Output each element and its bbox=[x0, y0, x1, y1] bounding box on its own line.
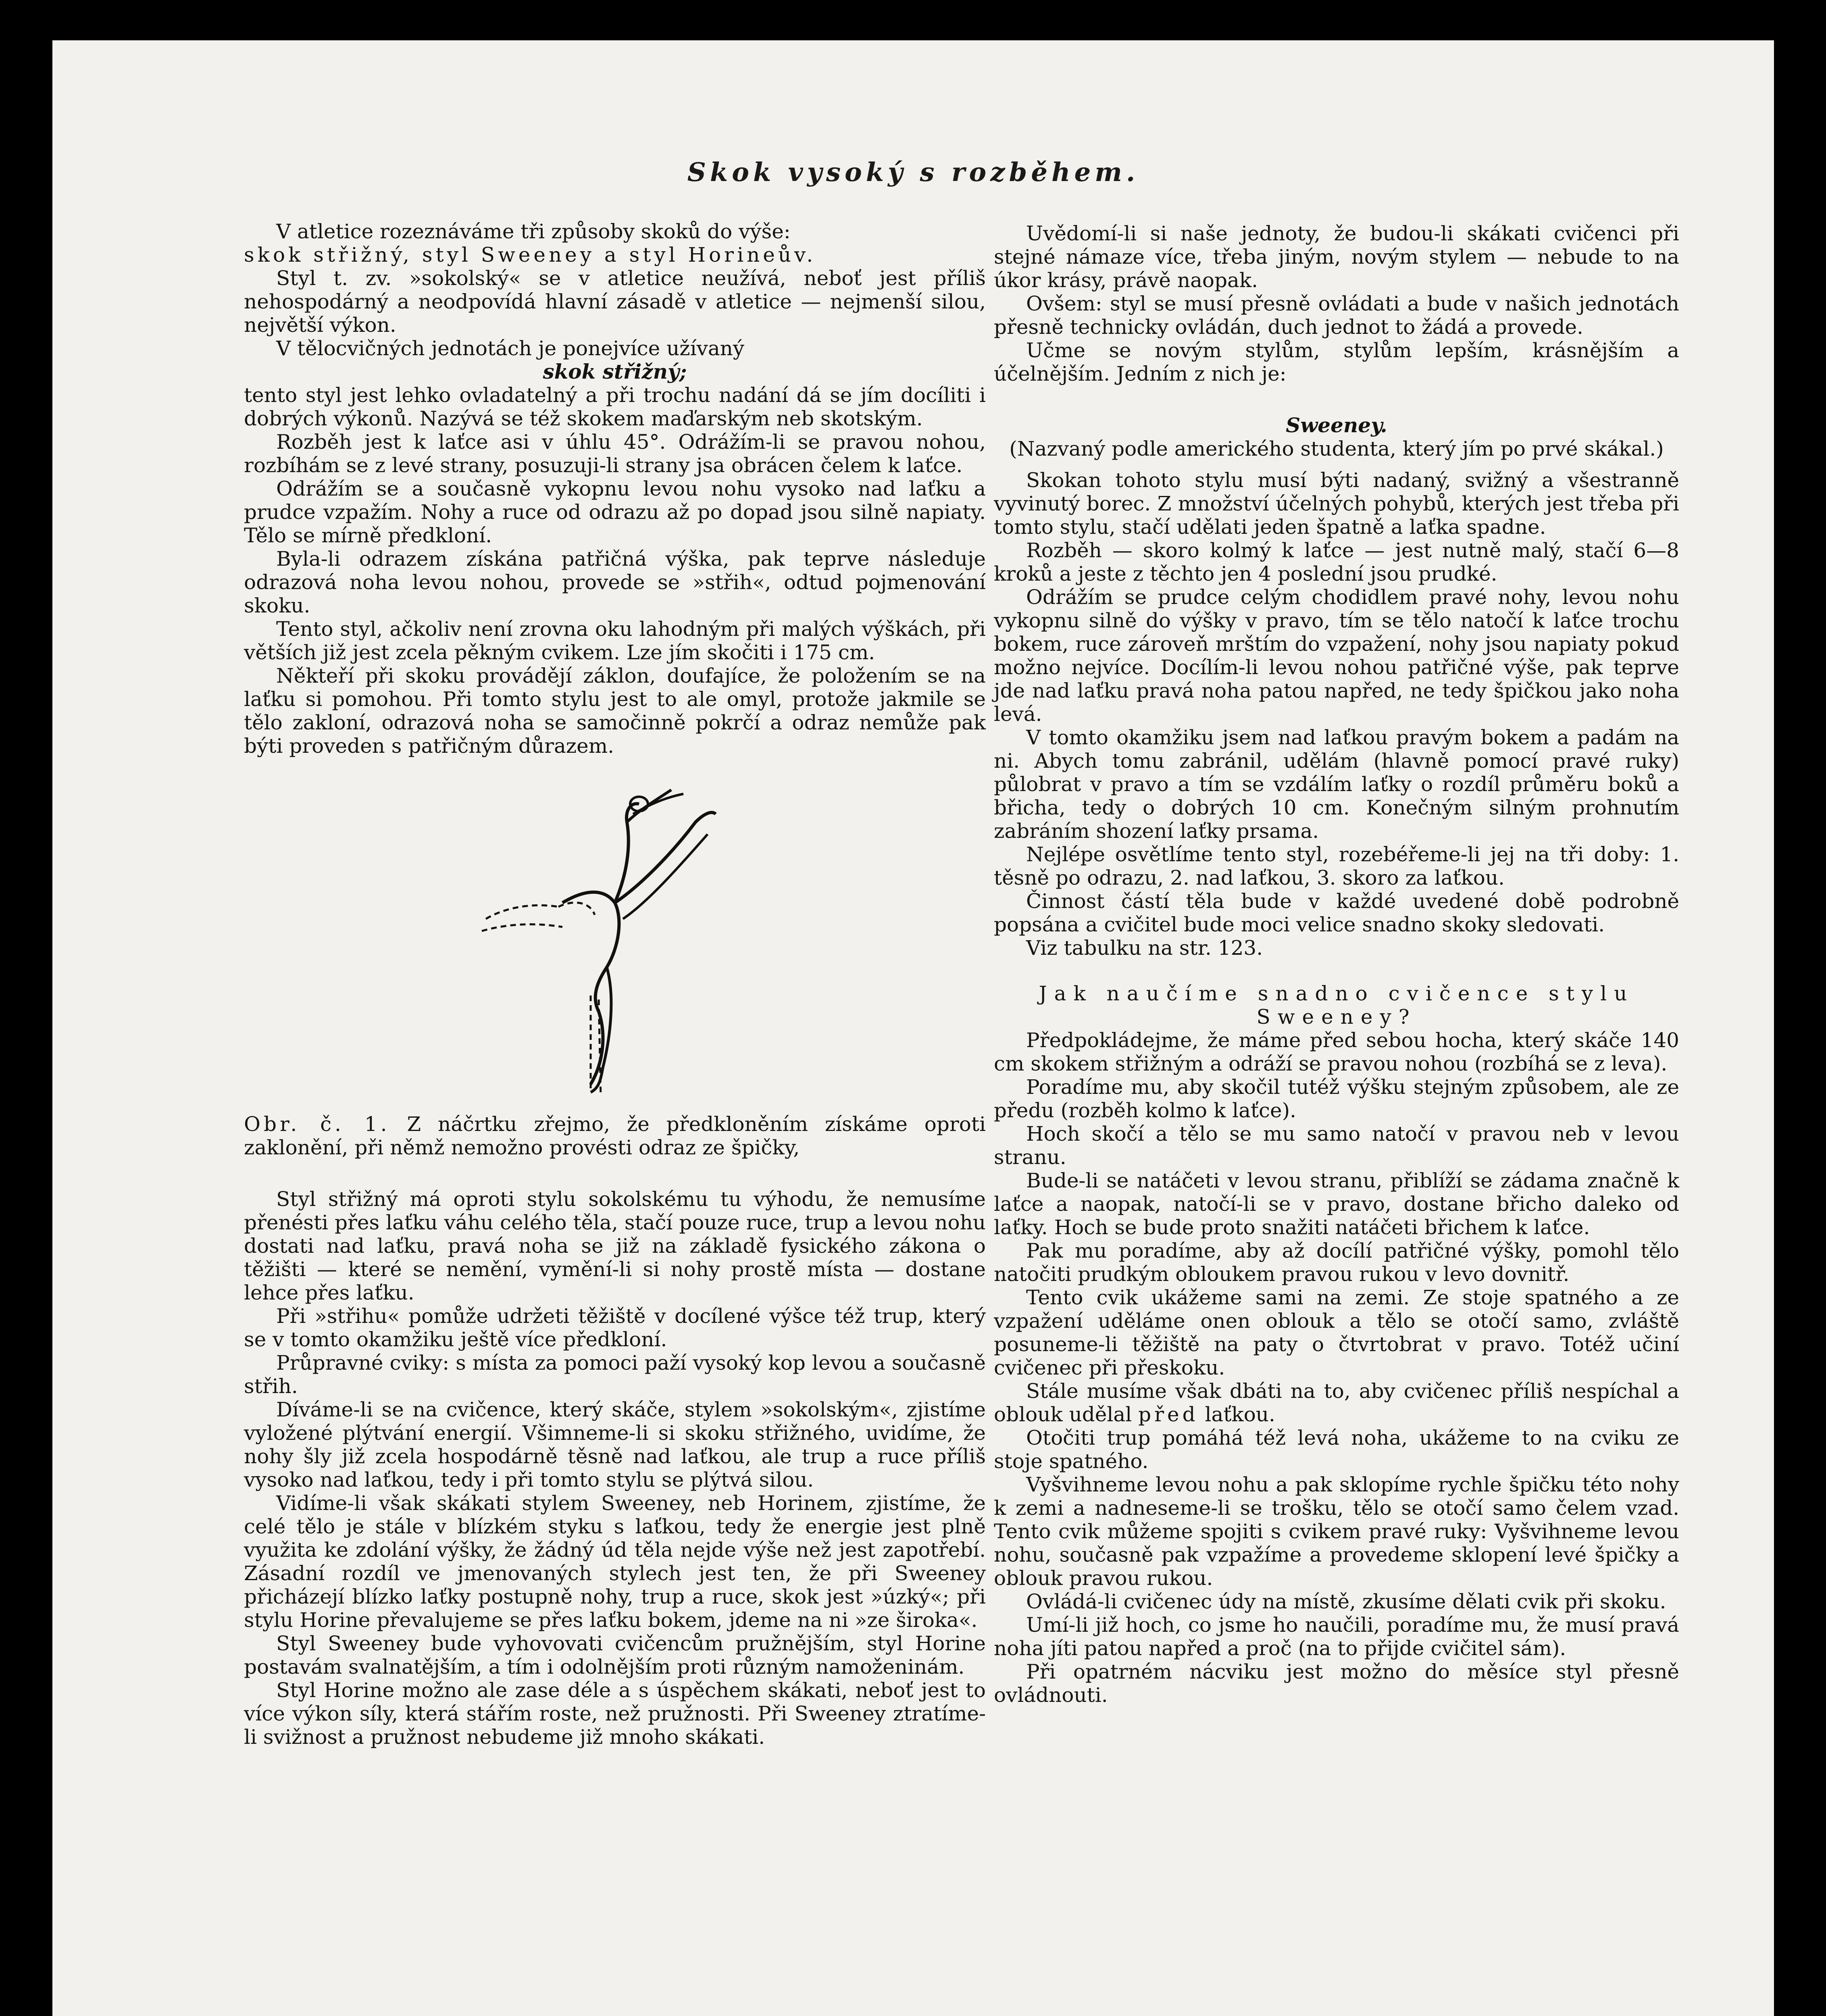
caption-text: Z náčrtku zřejmo, že předkloněním získáme oproti zaklonění, při němž nemožno provésti odraz ze špičky, bbox=[244, 1112, 986, 1159]
paragraph: Vyšvihneme levou nohu a pak sklopíme rychle špičku této nohy k zemi a nadneseme-li se trošku, tělo se otočí samo čelem vzad. Tento cvik můžeme spojiti s cvikem pravé ruky: Vyšvihneme levou nohu, současně pak vzpažíme a provedeme sklopení levé špičky a oblouk pravou rukou. bbox=[994, 1473, 1679, 1590]
paragraph: Styl střižný má oproti stylu sokolskému tu výhodu, že nemusíme přenésti přes laťku váhu celého těla, stačí pouze ruce, trup a levou nohu dostati nad laťku, pravá noha se již na základě fysického zákona o těžišti — které se nemění, vymění-li si nohy prostě místa — dostane lehce přes laťku. bbox=[244, 1187, 986, 1304]
paragraph: Styl Sweeney bude vyhovovati cvičencům pružnějším, styl Horine postavám svalnatějším, a tím i odolnějším proti různým namoženinám. bbox=[244, 1632, 986, 1679]
paragraph: Ovládá-li cvičenec údy na místě, zkusíme dělati cvik při skoku. bbox=[1026, 1590, 1666, 1613]
paragraph: Předpokládejme, že máme před sebou hocha, který skáče 140 cm skokem střižným a odráží se pravou nohou (rozbíhá se z leva). bbox=[994, 1029, 1679, 1075]
printed-page bbox=[52, 40, 1774, 2016]
paragraph: Při opatrném nácviku jest možno do měsíce styl přesně ovládnouti. bbox=[994, 1660, 1679, 1707]
left-column bbox=[244, 220, 986, 1749]
right-column bbox=[994, 222, 1679, 1707]
paragraph: Styl t. zv. »sokolský« se v atletice neužívá, neboť jest příliš nehospodárný a neodpovídá hlavní zásadě v atletice — nejmenší silou, největší výkon. bbox=[244, 267, 986, 337]
paragraph: Otočiti trup pomáhá též levá noha, ukážeme to na cviku ze stoje spatného. bbox=[994, 1426, 1679, 1473]
section-heading-sweeney: Sweeney. bbox=[1286, 413, 1387, 437]
paragraph: Skokan tohoto stylu musí býti nadaný, svižný a všestranně vyvinutý borec. Z množství účelných pohybů, kterých jest třeba při tomto stylu, stačí udělati jeden špatně a laťka spadne. bbox=[994, 469, 1679, 539]
paragraph: Průpravné cviky: s místa za pomoci paží vysoký kop levou a současně střih. bbox=[244, 1351, 986, 1398]
paragraph: Tento styl, ačkoliv není zrovna oku lahodným při malých výškách, při větších již jest zcela pěkným cvikem. Lze jím skočiti i 175 cm. bbox=[244, 617, 986, 664]
paragraph: V tomto okamžiku jsem nad laťkou pravým bokem a padám na ni. Abych tomu zabránil, udělám (hlavně pomocí pravé ruky) půlobrat v pravo a tím se vzdálím laťky o rozdíl průměru boků a břicha, tedy o dobrých 10 cm. Konečným silným prohnutím zabráním shození laťky prsama. bbox=[994, 726, 1679, 843]
paragraph: Rozběh jest k laťce asi v úhlu 45°. Odrážím-li se pravou nohou, rozbíhám se z levé strany, posuzuji-li strany jsa obrácen čelem k laťce. bbox=[244, 430, 986, 477]
figure-jumper-sketch bbox=[244, 786, 986, 1100]
paragraph: Umí-li již hoch, co jsme ho naučili, poradíme mu, že musí pravá noha jíti patou napřed a proč (na to přijde cvičitel sám). bbox=[994, 1613, 1679, 1660]
figure-caption bbox=[244, 1112, 986, 1159]
section-heading-strizny: skok střižný; bbox=[543, 360, 687, 383]
paragraph: Uvědomí-li si naše jednoty, že budou-li skákati cvičenci při stejné námaze více, třeba jiným, novým stylem — nebude to na úkor krásy, právě naopak. bbox=[994, 222, 1679, 292]
paragraph: Byla-li odrazem získána patřičná výška, pak teprve následuje odrazová noha levou nohou, provede se »střih«, odtud pojmenování skoku. bbox=[244, 547, 986, 617]
paragraph: Učme se novým stylům, stylům lepším, krásnějším a účelnějším. Jedním z nich je: bbox=[994, 339, 1679, 385]
sweeney-subtitle: (Nazvaný podle amerického studenta, který jím po prvé skákal.) bbox=[1009, 437, 1664, 460]
paragraph bbox=[994, 1379, 1679, 1426]
paragraph: Hoch skočí a tělo se mu samo natočí v pravou neb v levou stranu. bbox=[994, 1122, 1679, 1169]
paragraph: Ovšem: styl se musí přesně ovládati a bude v našich jednotách přesně technicky ovládán, duch jednot to žádá a provede. bbox=[994, 292, 1679, 339]
paragraph: Odrážím se prudce celým chodidlem pravé nohy, levou nohu vykopnu silně do výšky v pravo, tím se tělo natočí k laťce trochu bokem, ruce zároveň mrštím do vzpažení, nohy jsou napiaty pokud možno nejvíce. Docílím-li levou nohou patřičné výše, pak teprve jde nad laťku pravá noha patou napřed, ne tedy špičkou jako noha levá. bbox=[994, 585, 1679, 726]
paragraph: Díváme-li se na cvičence, který skáče, stylem »sokolským«, zjistíme vyložené plýtvání energií. Všimneme-li si skoku střižného, uvidíme, že nohy šly již zcela hospodárně těsně nad laťkou, ale trup a ruce příliš vysoko nad laťkou, tedy i při tomto stylu se plýtvá silou. bbox=[244, 1398, 986, 1491]
jumper-illustration bbox=[470, 786, 752, 1100]
paragraph: Bude-li se natáčeti v levou stranu, přiblíží se zádama značně k laťce a naopak, natočí-li se v pravo, dostane břicho daleko od laťky. Hoch se bude proto snažiti natáčeti břichem k laťce. bbox=[994, 1169, 1679, 1239]
paragraph: Tento cvik ukážeme sami na zemi. Ze stoje spatného a ze vzpažení uděláme onen oblouk a tělo se otočí samo, zvláště posuneme-li těžiště na paty o čtvrtobrat v pravo. Totéž učiní cvičenec při přeskoku. bbox=[994, 1286, 1679, 1379]
section-heading-how-to-teach: Jak naučíme snadno cvičence stylu Sweeney? bbox=[1039, 982, 1634, 1029]
paragraph: Při »střihu« pomůže udržeti těžiště v docílené výšce též trup, který se v tomto okamžiku ještě více předkloní. bbox=[244, 1304, 986, 1351]
text-run: laťkou. bbox=[1205, 1403, 1275, 1426]
intro-lead: V atletice rozeznáváme tři způsoby skoků do výše: bbox=[276, 220, 791, 243]
paragraph: Viz tabulku na str. 123. bbox=[1026, 936, 1263, 960]
paragraph: Vidíme-li však skákati stylem Sweeney, neb Horinem, zjistíme, že celé tělo je stále v blízkém styku s laťkou, tedy že energie jest plně využita ke zdolání výšky, že žádný úd těla nejde výše než jest zapotřebí. Zásadní rozdíl ve jmenovaných stylech jest ten, že při Sweeney přicházejí blízko laťky postupně nohy, trup a ruce, skok jest »úzký«; při stylu Horine převalujeme se přes laťku bokem, jdeme na ni »ze široka«. bbox=[244, 1491, 986, 1632]
paragraph: Nejlépe osvětlíme tento styl, rozebéřeme-li jej na tři doby: 1. těsně po odrazu, 2. nad laťkou, 3. skoro za laťkou. bbox=[994, 843, 1679, 889]
paragraph: Poradíme mu, aby skočil tutéž výšku stejným způsobem, ale ze předu (rozběh kolmo k laťce). bbox=[994, 1075, 1679, 1122]
paragraph: Činnost částí těla bude v každé uvedené době podrobně popsána a cvičitel bude moci velice snadno skoky sledovati. bbox=[994, 889, 1679, 936]
text-run: Stále musíme však dbáti na to, aby cvičenec příliš nespíchal a oblouk udělal bbox=[994, 1379, 1679, 1426]
emphasis-pred: před bbox=[1138, 1403, 1199, 1426]
paragraph: Rozběh — skoro kolmý k laťce — jest nutně malý, stačí 6—8 kroků a jeste z těchto jen 4 poslední jsou prudké. bbox=[994, 539, 1679, 585]
paragraph: Odrážím se a současně vykopnu levou nohu vysoko nad laťku a prudce vzpažím. Nohy a ruce od odrazu až po dopad jsou silně napiaty. Tělo se mírně předkloní. bbox=[244, 477, 986, 547]
running-title: Skok vysoký s rozběhem. bbox=[687, 157, 1139, 187]
paragraph: Pak mu poradíme, aby až docílí patřičné výšky, pomohl tělo natočiti prudkým obloukem pravou rukou v levo dovnitř. bbox=[994, 1239, 1679, 1286]
paragraph: Někteří při skoku provádějí záklon, doufajíce, že položením se na laťku si pomohou. Při tomto stylu jest to ale omyl, protože jakmile se tělo zakloní, odrazová noha se samočinně pokrčí a odraz nemůže pak býti proveden s patřičným důrazem. bbox=[244, 664, 986, 758]
styles-list: skok střižný, styl Sweeney a styl Horineův. bbox=[244, 243, 816, 267]
paragraph: Styl Horine možno ale zase déle a s úspěchem skákati, neboť jest to více výkon síly, která stářím roste, než pružnosti. Při Sweeney ztratíme-li svižnost a pružnost nebudeme již mnoho skákati. bbox=[244, 1679, 986, 1749]
caption-label: Obr. č. 1. bbox=[244, 1112, 390, 1136]
paragraph: tento styl jest lehko ovladatelný a při trochu nadání dá se jím docíliti i dobrých výkonů. Nazývá se též skokem maďarským neb skotským. bbox=[244, 383, 986, 430]
paragraph: V tělocvičných jednotách je ponejvíce užívaný bbox=[276, 337, 745, 360]
